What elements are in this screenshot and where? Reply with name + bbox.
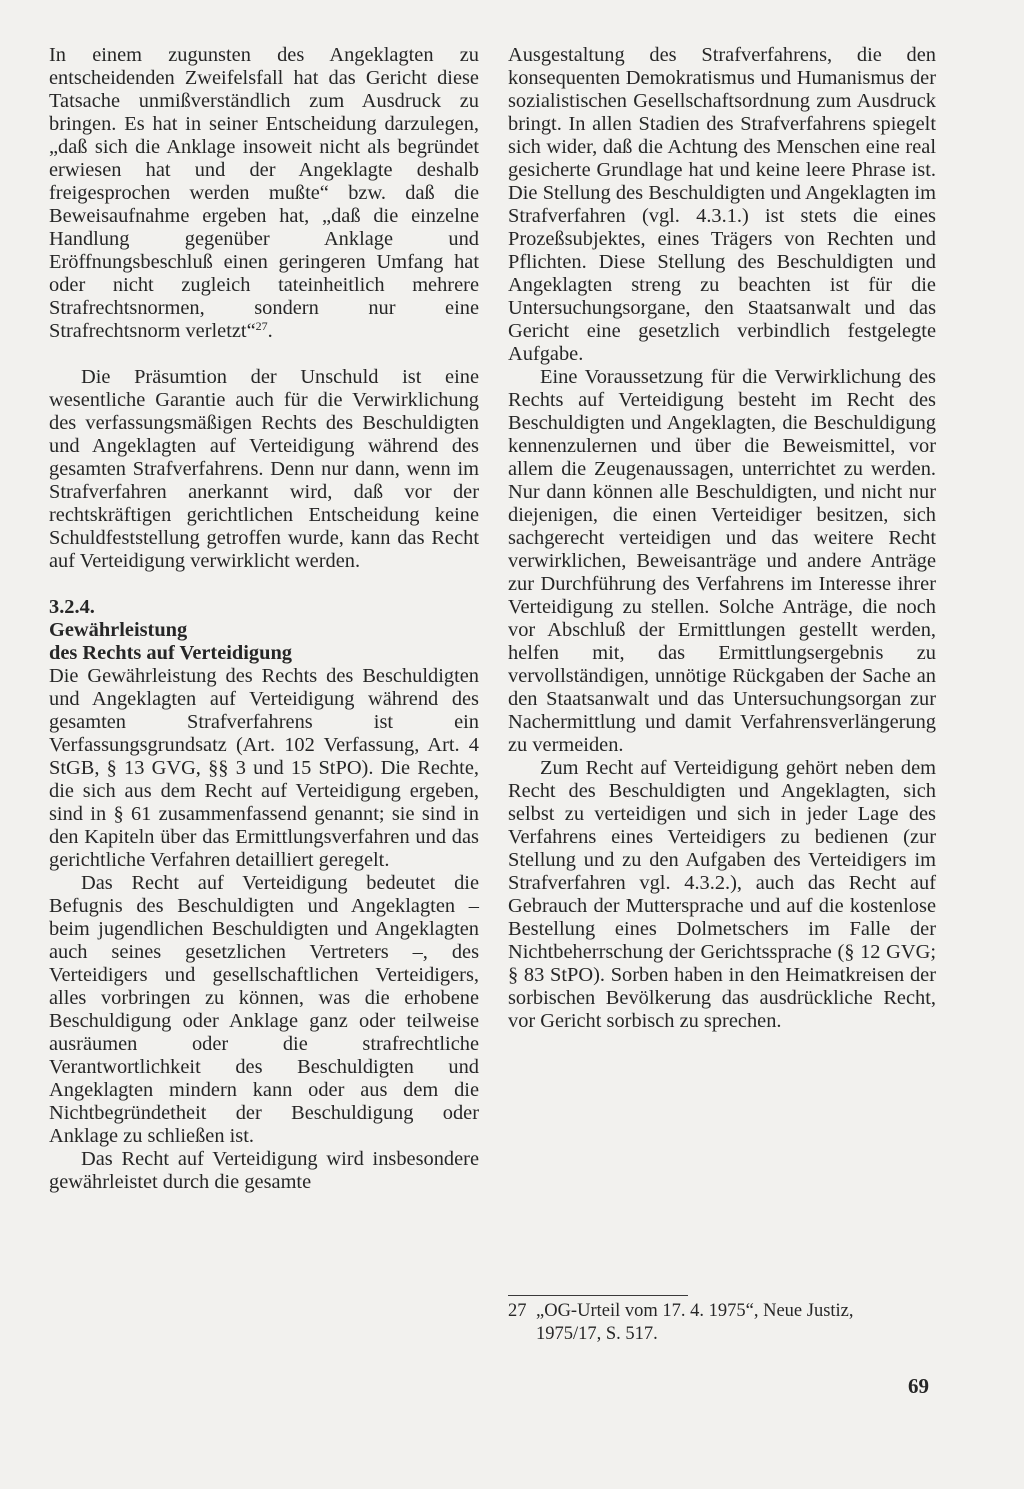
footnote-text-1: „OG-Urteil vom 17. 4. 1975“, Neue Justiz, — [536, 1301, 854, 1321]
footnote-number: 27 — [508, 1301, 527, 1321]
footnote — [508, 1300, 938, 1346]
page-number: 69 — [908, 1374, 929, 1398]
left-paragraph-2: Die Präsumtion der Unschuld ist eine wesentliche Garantie auch für die Verwirklichung des verfassungsmäßigen Rechts des Beschuldigten und Angeklagten auf Verteidigung während des gesamten Strafverfahrens. Denn nur dann, wenn im Strafverfahren anerkannt wird, daß vor der rechtskräftigen gerichtlichen Entscheidung keine Schuldfeststellung getroffen wurde, kann das Recht auf Verteidigung verwirklicht werden. — [49, 366, 479, 572]
footnote-divider — [508, 1295, 688, 1296]
left-paragraph-5: Das Recht auf Verteidigung wird insbesondere gewährleistet durch die gesamte — [49, 1148, 479, 1193]
section-heading — [49, 596, 479, 665]
section-title-line-1: Gewährleistung — [49, 619, 188, 641]
footnote-ref-27: 27 — [255, 319, 268, 333]
right-column — [508, 44, 936, 1033]
section-number: 3.2.4. — [49, 596, 95, 618]
right-paragraph-1: Ausgestaltung des Strafverfahrens, die den konsequenten Demokratismus und Humanismus der sozialistischen Gesellschaftsordnung zum Ausdruck bringt. In allen Stadien des Strafverfahrens spiegelt sich wider, daß die Achtung des Menschen eine real gesicherte Grundlage hat und keine leere Phrase ist. Die Stellung des Beschuldigten und Angeklagten im Strafverfahren (vgl. 4.3.1.) ist stets die eines Prozeßsubjektes, eines Trägers von Rechten und Pflichten. Diese Stellung des Beschuldigten und Angeklagten streng zu beachten ist für die Untersuchungsorgane, den Staatsanwalt und das Gericht eine gesetzlich verbindlich festgelegte Aufgabe. — [508, 44, 936, 365]
left-column — [49, 44, 479, 1194]
left-paragraph-1: In einem zugunsten des Angeklagten zu entscheidenden Zweifelsfall hat das Gericht diese Tatsache unmißverständlich zum Ausdruck zu bringen. Es hat in seiner Entscheidung darzulegen, „daß sich die Anklage insoweit nicht als begründet erwiesen hat und der Angeklagte deshalb freigesprochen werden mußte“ bzw. daß die Beweisaufnahme ergeben hat, „daß die einzelne Handlung gegenüber Anklage und Eröffnungsbeschluß einen geringeren Umfang hat oder nicht zugleich tateinheitlich mehrere Strafrechtsnormen, sondern nur eine Strafrechtsnorm verletzt“$^{27}$. — [49, 44, 479, 342]
right-paragraph-3: Zum Recht auf Verteidigung gehört neben dem Recht des Beschuldigten und Angeklagten, sich selbst zu verteidigen und sich in jeder Lage des Verfahrens eines Verteidigers zu bedienen (zur Stellung und zu den Aufgaben des Verteidigers im Strafverfahren vgl. 4.3.2.), auch das Recht auf Gebrauch der Muttersprache und auf die kostenlose Bestellung eines Dolmetschers im Falle der Nichtbeherrschung der Gerichtssprache (§ 12 GVG; § 83 StPO). Sorben haben in den Heimatkreisen der sorbischen Bevölkerung das ausdrückliche Recht, vor Gericht sorbisch zu sprechen. — [508, 757, 936, 1032]
right-paragraph-2: Eine Voraussetzung für die Verwirklichung des Rechts auf Verteidigung besteht im Recht des Beschuldigten und Angeklagten, die Beschuldigung kennenzulernen und über die Beweismittel, vor allem die Zeugenaussagen, unterrichtet zu werden. Nur dann können alle Beschuldigten, und nicht nur diejenigen, die einen Verteidiger besitzen, sich sachgerecht verteidigen und das weitere Recht verwirklichen, Beweisanträge und andere Anträge zur Durchführung des Verfahrens im Interesse ihrer Verteidigung zu stellen. Solche Anträge, die noch vor Abschluß der Ermittlungen gestellt werden, helfen mit, das Ermittlungsergebnis zu vervollständigen, unnötige Rückgaben der Sache an den Staatsanwalt und das Untersuchungsorgan zur Nachermittlung und damit Verfahrensverlängerung zu vermeiden. — [508, 366, 936, 756]
footnote-line-1 — [508, 1300, 938, 1323]
left-paragraph-4: Das Recht auf Verteidigung bedeutet die Befugnis des Beschuldigten und Angeklagten – beim jugendlichen Beschuldigten und Angeklagten auch seines gesetzlichen Vertreters –, des Verteidigers und gesellschaftlichen Verteidigers, alles vorbringen zu können, was die erhobene Beschuldigung oder Anklage ganz oder teilweise ausräumen oder die strafrechtliche Verantwortlichkeit des Beschuldigten und Angeklagten mindern kann oder aus dem die Nichtbegründetheit der Beschuldigung oder Anklage zu schließen ist. — [49, 872, 479, 1147]
left-paragraph-3: Die Gewährleistung des Rechts des Beschuldigten und Angeklagten auf Verteidigung während des gesamten Strafverfahrens ist ein Verfassungsgrundsatz (Art. 102 Verfassung, Art. 4 StGB, § 13 GVG, §§ 3 und 15 StPO). Die Rechte, die sich aus dem Recht auf Verteidigung ergeben, sind in § 61 zusammenfassend genannt; sie sind in den Kapiteln über das Ermittlungsverfahren und das gerichtliche Verfahren detailliert geregelt. — [49, 665, 479, 871]
section-title-line-2: des Rechts auf Verteidigung — [49, 642, 293, 664]
footnote-line-2: 1975/17, S. 517. — [536, 1324, 658, 1344]
